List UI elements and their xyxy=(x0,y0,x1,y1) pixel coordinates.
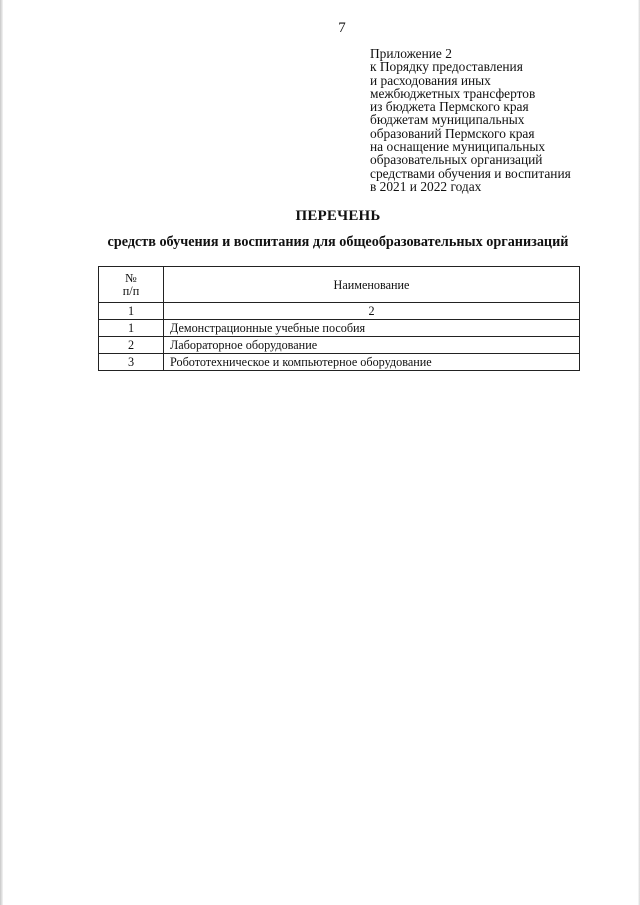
appendix-line: бюджетам муниципальных xyxy=(370,112,525,128)
page-number: 7 xyxy=(338,20,346,36)
appendix-line: межбюджетных трансфертов xyxy=(370,85,536,101)
scan-edge-left xyxy=(0,0,3,905)
appendix-line: из бюджета Пермского края xyxy=(370,99,529,115)
items-table xyxy=(98,266,580,371)
document-subtitle: средств обучения и воспитания для общеобразовательных организаций xyxy=(107,234,569,250)
table-row xyxy=(99,354,580,371)
table-index-row xyxy=(99,303,580,320)
appendix-line: в 2021 и 2022 годах xyxy=(370,178,482,194)
table-header-row xyxy=(99,267,580,303)
row-name: Лабораторное оборудование xyxy=(164,337,580,354)
row-name: Демонстрационные учебные пособия xyxy=(164,320,580,337)
header-name-cell: Наименование xyxy=(164,267,580,303)
header-num-cell xyxy=(99,267,164,303)
header-num-abbr: п/п xyxy=(122,283,140,298)
appendix-line: и расходования иных xyxy=(370,72,491,88)
row-number: 2 xyxy=(99,337,164,354)
index-cell: 1 xyxy=(99,303,164,320)
appendix-line: на оснащение муниципальных xyxy=(370,139,546,155)
row-number: 1 xyxy=(99,320,164,337)
header-num-symbol: № xyxy=(125,270,137,285)
appendix-line: образований Пермского края xyxy=(370,125,535,141)
table-row xyxy=(99,337,580,354)
appendix-line: средствами обучения и воспитания xyxy=(370,165,571,181)
appendix-line: Приложение 2 xyxy=(370,46,452,61)
table-row xyxy=(99,320,580,337)
appendix-line: образовательных организаций xyxy=(370,152,543,168)
row-name: Робототехническое и компьютерное оборудование xyxy=(164,354,580,371)
appendix-line: к Порядку предоставления xyxy=(370,59,523,75)
row-number: 3 xyxy=(99,354,164,371)
appendix-block xyxy=(370,47,630,193)
index-cell: 2 xyxy=(164,303,580,320)
document-title: ПЕРЕЧЕНЬ xyxy=(295,208,381,224)
